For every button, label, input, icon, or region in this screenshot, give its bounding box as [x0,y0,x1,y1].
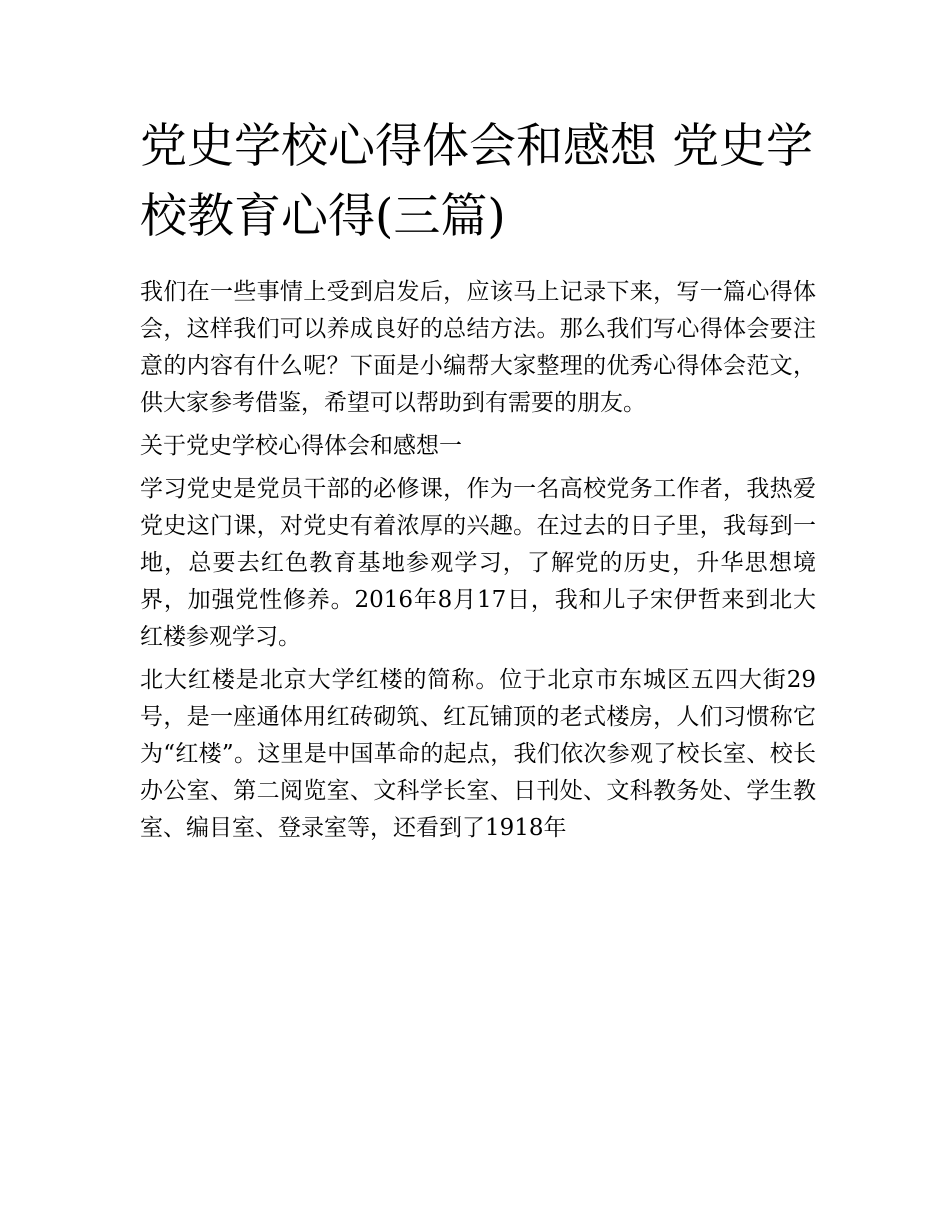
intro-paragraph: 我们在一些事情上受到启发后，应该马上记录下来，写一篇心得体会，这样我们可以养成良好的总结方法。那么我们写心得体会要注意的内容有什么呢？下面是小编帮大家整理的优秀心得体会范文，供大家参考借鉴，希望可以帮助到有需要的朋友。 [140,279,816,416]
document-title: 党史学校心得体会和感想 党史学校教育心得(三篇) [140,119,813,244]
body-paragraph-2: 北大红楼是北京大学红楼的简称。位于北京市东城区五四大街29号，是一座通体用红砖砌筑、红瓦铺顶的老式楼房，人们习惯称它为“红楼”。这里是中国革命的起点，我们依次参观了校长室、校长办公室、第二阅览室、文科学长室、日刊处、文科教务处、学生教室、编目室、登录室等，还看到了1918年 [140,667,816,841]
document-body [140,112,816,853]
section-heading: 关于党史学校心得体会和感想一 [140,433,462,459]
body-paragraph-1: 学习党史是党员干部的必修课，作为一名高校党务工作者，我热爱党史这门课，对党史有着浓厚的兴趣。在过去的日子里，我每到一地，总要去红色教育基地参观学习，了解党的历史，升华思想境界，加强党性修养。2016年8月17日，我和儿子宋伊哲来到北大红楼参观学习。 [140,476,816,650]
